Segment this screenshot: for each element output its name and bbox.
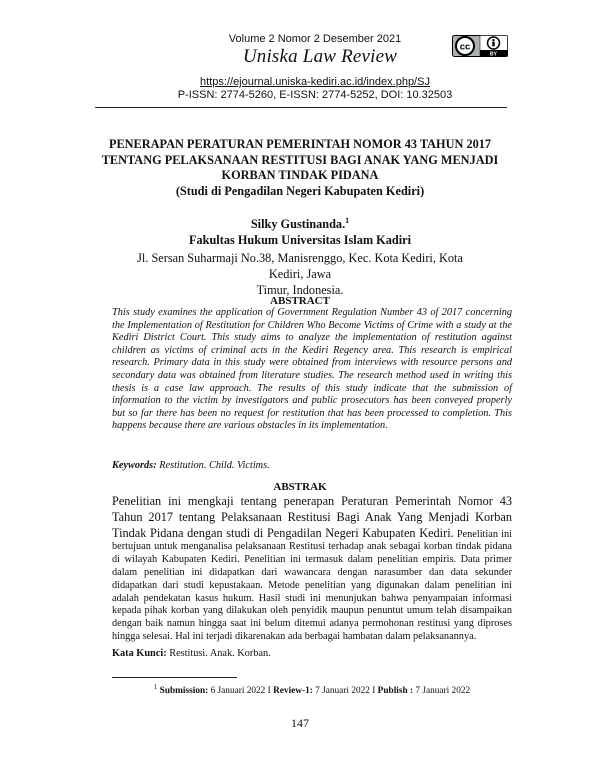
journal-url-link[interactable]: https://ejournal.uniska-kediri.ac.id/index.php/SJ — [200, 76, 430, 88]
footnote: $^1$ Submission: 6 Januari 2022 I Review-1: 7 Januari 2022 I Publish : 7 Januari 2022 — [153, 683, 471, 697]
footnote-mark: 1 — [153, 683, 158, 691]
kata-kunci-text: Restitusi. Anak. Korban. — [169, 648, 271, 659]
title-line-3: KORBAN TINDAK PIDANA — [221, 168, 379, 182]
keywords-label: Keywords: — [112, 460, 157, 471]
submission-label: Submission: — [159, 686, 209, 697]
abstrak-lead: Penelitian ini mengkaji tentang penerapan Peraturan Pemerintah Nomor 43 Tahun 2017 tentang Pelaksanaan Restitusi Bagi Anak Yang Menjadi Korban Tindak Pidana dengan studi di Pengadilan Negeri Kabupaten Kediri. — [112, 494, 512, 540]
author-footnote-mark[interactable]: 1 — [345, 216, 350, 225]
cc-by-icon — [452, 35, 508, 57]
kata-kunci-label: Kata Kunci: — [112, 648, 167, 659]
submission-date: 6 Januari 2022 — [210, 686, 266, 697]
journal-title: Uniska Law Review — [242, 46, 398, 67]
footnote-divider — [112, 677, 237, 678]
abstract-body: This study examines the application of Government Regulation Number 43 of 2017 concerning the Implementation of Restitution for Children Who Become Victims of Crime with a study at the Kediri District Court. This study aims to analyze the implementation of restitution against children as victims of criminal acts in the Kediri Regency area. This research is empirical research. Primary data in this study were obtained from interviews with resource persons and secondary data was obtained from literature studies. The research method used in writing this thesis is a case law approach. The results of this study indicate that the submission of information to the victim by investigators and public prosecutors has been conveyed properly but so far there has been no request for restitution that has been processed to completion. This happens because there are various obstacles in its implementation. — [112, 307, 512, 432]
author-affiliation: Fakultas Hukum Universitas Islam Kadiri — [188, 233, 412, 247]
title-line-1: PENERAPAN PERATURAN PEMERINTAH NOMOR 43 TAHUN 2017 — [108, 137, 492, 151]
title-subtitle: (Studi di Pengadilan Negeri Kabupaten Kediri) — [175, 183, 425, 198]
author-name: Silky Gustinanda. — [250, 217, 346, 232]
publish-date: 7 Januari 2022 — [415, 686, 471, 697]
keywords-text: Restitution. Child. Victims. — [159, 460, 270, 471]
review-label: Review-1: — [273, 686, 313, 697]
license-badge-text: BY — [490, 51, 497, 57]
address-line-2: Timur, Indonesia. — [256, 283, 344, 297]
kata-kunci — [112, 648, 512, 659]
page-number: 147 — [291, 716, 309, 730]
abstrak-body — [112, 494, 512, 644]
abstract-heading: ABSTRACT — [270, 295, 330, 307]
cc-license-badge[interactable] — [452, 35, 508, 57]
review-date: 7 Januari 2022 — [315, 686, 370, 697]
keywords — [112, 460, 512, 471]
svg-text:cc: cc — [459, 41, 471, 53]
header-divider — [95, 107, 507, 108]
title-line-2: TENTANG PELAKSANAAN RESTITUSI BAGI ANAK YANG MENJADI — [101, 152, 499, 167]
address-line-1: Jl. Sersan Suharmaji No.38, Manisrenggo, Kec. Kota Kediri, Kota Kediri, Jawa — [137, 251, 463, 281]
journal-issn: P-ISSN: 2774-5260, E-ISSN: 2774-5252, DOI: 10.32503 — [177, 89, 453, 101]
author-line — [150, 216, 450, 232]
abstrak-text: Penelitian ini bertujuan untuk menganalisa pelaksanaan Restitusi terhadap anak sebagai korban tindak pidana di wilayah Kabupaten Kediri. Penelitian ini termasuk dalam penelitian empiris. Data primer dalam penelitian ini didapatkan dari wawancara dengan narasumber dan data sekunder didapatkan dari studi kepustakaan. Metode penelitian yang digunakan dalam penelitian ini adalah pendekatan kasus hukum. Hasil studi ini menunjukan bahwa penyampaian informasi kepada pihak korban yang dilakukan oleh penyidik maupun penuntut umum telah disampaikan dengan baik namun hingga saat ini belum ditemui adanya permohonan restitusi yang diproses hingga selesai. Hal ini terjadi dikarenakan ada berbagai hambatan dalam pelaksanannya. — [112, 528, 512, 642]
publish-label: Publish : — [377, 686, 414, 697]
abstrak-heading: ABSTRAK — [273, 481, 327, 493]
author-address — [120, 250, 480, 298]
paper-title — [90, 137, 510, 199]
journal-volume: Volume 2 Nomor 2 Desember 2021 — [228, 33, 402, 45]
